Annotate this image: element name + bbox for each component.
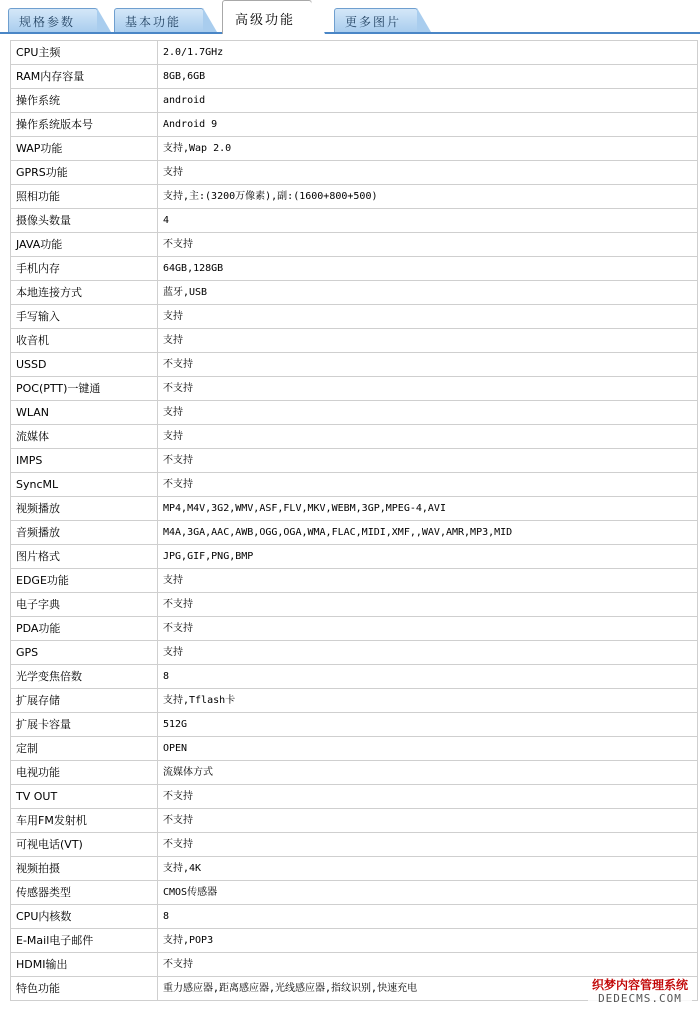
spec-value: 不支持 <box>158 617 698 641</box>
spec-table <box>10 40 698 1001</box>
spec-key: PDA功能 <box>11 617 158 641</box>
tab-more-pictures[interactable] <box>334 8 418 32</box>
spec-value: 不支持 <box>158 593 698 617</box>
table-row <box>11 761 698 785</box>
table-row <box>11 449 698 473</box>
spec-key: 照相功能 <box>11 185 158 209</box>
spec-key: 摄像头数量 <box>11 209 158 233</box>
spec-value: 不支持 <box>158 473 698 497</box>
spec-value: 支持,4K <box>158 857 698 881</box>
spec-value: 不支持 <box>158 377 698 401</box>
spec-value: 支持,Tflash卡 <box>158 689 698 713</box>
table-row <box>11 833 698 857</box>
spec-value: 支持,主:(3200万像素),副:(1600+800+500) <box>158 185 698 209</box>
spec-key: 流媒体 <box>11 425 158 449</box>
spec-value: JPG,GIF,PNG,BMP <box>158 545 698 569</box>
spec-value: 支持 <box>158 329 698 353</box>
table-row <box>11 665 698 689</box>
spec-key: 传感器类型 <box>11 881 158 905</box>
spec-key: GPRS功能 <box>11 161 158 185</box>
spec-value: 不支持 <box>158 833 698 857</box>
table-row <box>11 521 698 545</box>
table-row <box>11 257 698 281</box>
tab-label: 规格参数 <box>19 15 76 29</box>
spec-value: 512G <box>158 713 698 737</box>
spec-key: 视频播放 <box>11 497 158 521</box>
spec-key: 手写输入 <box>11 305 158 329</box>
table-row <box>11 617 698 641</box>
table-row <box>11 593 698 617</box>
spec-value: 支持 <box>158 641 698 665</box>
tab-specs[interactable] <box>8 8 98 32</box>
spec-value: Android 9 <box>158 113 698 137</box>
spec-key: JAVA功能 <box>11 233 158 257</box>
table-row <box>11 809 698 833</box>
spec-key: 电视功能 <box>11 761 158 785</box>
spec-key: 定制 <box>11 737 158 761</box>
tab-baseline <box>0 32 700 34</box>
spec-value: 支持 <box>158 161 698 185</box>
table-row <box>11 689 698 713</box>
table-row <box>11 737 698 761</box>
table-row <box>11 113 698 137</box>
table-row <box>11 233 698 257</box>
table-row <box>11 425 698 449</box>
spec-key: 扩展存储 <box>11 689 158 713</box>
spec-table-body <box>11 41 698 1001</box>
spec-key: WAP功能 <box>11 137 158 161</box>
spec-key: 音频播放 <box>11 521 158 545</box>
spec-key: EDGE功能 <box>11 569 158 593</box>
table-row <box>11 905 698 929</box>
table-row <box>11 209 698 233</box>
table-row <box>11 281 698 305</box>
tab-label: 高级功能 <box>235 13 296 28</box>
spec-key: POC(PTT)一键通 <box>11 377 158 401</box>
spec-value: 8 <box>158 665 698 689</box>
spec-key: 特色功能 <box>11 977 158 1001</box>
spec-value: 不支持 <box>158 953 698 977</box>
table-row <box>11 161 698 185</box>
table-row <box>11 953 698 977</box>
spec-key: 视频拍摄 <box>11 857 158 881</box>
spec-key: SyncML <box>11 473 158 497</box>
spec-value: 2.0/1.7GHz <box>158 41 698 65</box>
table-row <box>11 545 698 569</box>
table-row <box>11 41 698 65</box>
table-row <box>11 329 698 353</box>
tab-label: 基本功能 <box>125 15 182 29</box>
spec-value: 不支持 <box>158 233 698 257</box>
spec-key: 可视电话(VT) <box>11 833 158 857</box>
watermark-en: DEDECMS.COM <box>598 992 682 1005</box>
spec-value: 不支持 <box>158 449 698 473</box>
spec-key: 本地连接方式 <box>11 281 158 305</box>
spec-value: 蓝牙,USB <box>158 281 698 305</box>
table-row <box>11 713 698 737</box>
spec-value: 支持,POP3 <box>158 929 698 953</box>
spec-value: 4 <box>158 209 698 233</box>
spec-key: USSD <box>11 353 158 377</box>
table-row <box>11 137 698 161</box>
spec-value: 8GB,6GB <box>158 65 698 89</box>
spec-key: 车用FM发射机 <box>11 809 158 833</box>
watermark-cn: 织梦内容管理系统 <box>591 978 688 992</box>
table-row <box>11 569 698 593</box>
spec-value: 流媒体方式 <box>158 761 698 785</box>
spec-value: MP4,M4V,3G2,WMV,ASF,FLV,MKV,WEBM,3GP,MPEG-4,AVI <box>158 497 698 521</box>
table-row <box>11 881 698 905</box>
spec-value: 不支持 <box>158 353 698 377</box>
spec-value: 重力感应器,距离感应器,光线感应器,指纹识别,快速充电 <box>158 977 698 1001</box>
table-row <box>11 857 698 881</box>
spec-value: 支持 <box>158 425 698 449</box>
watermark <box>588 978 692 1005</box>
spec-key: HDMI输出 <box>11 953 158 977</box>
table-row <box>11 497 698 521</box>
table-row <box>11 473 698 497</box>
spec-key: IMPS <box>11 449 158 473</box>
table-row <box>11 641 698 665</box>
spec-key: RAM内存容量 <box>11 65 158 89</box>
table-row <box>11 185 698 209</box>
table-row <box>11 401 698 425</box>
spec-value: 64GB,128GB <box>158 257 698 281</box>
spec-value: android <box>158 89 698 113</box>
tab-label: 更多图片 <box>345 15 402 29</box>
table-row <box>11 305 698 329</box>
table-row <box>11 65 698 89</box>
spec-key: CPU主频 <box>11 41 158 65</box>
spec-value: 不支持 <box>158 785 698 809</box>
spec-value: M4A,3GA,AAC,AWB,OGG,OGA,WMA,FLAC,MIDI,XMF,,WAV,AMR,MP3,MID <box>158 521 698 545</box>
table-row <box>11 785 698 809</box>
spec-key: 收音机 <box>11 329 158 353</box>
spec-key: 图片格式 <box>11 545 158 569</box>
spec-key: 手机内存 <box>11 257 158 281</box>
spec-value: 支持 <box>158 401 698 425</box>
tab-basic-features[interactable] <box>114 8 204 32</box>
spec-key: WLAN <box>11 401 158 425</box>
spec-value: 支持 <box>158 569 698 593</box>
table-row <box>11 353 698 377</box>
spec-key: E-Mail电子邮件 <box>11 929 158 953</box>
spec-key: 扩展卡容量 <box>11 713 158 737</box>
spec-key: CPU内核数 <box>11 905 158 929</box>
spec-key: 电子字典 <box>11 593 158 617</box>
spec-key: TV OUT <box>11 785 158 809</box>
spec-value: OPEN <box>158 737 698 761</box>
spec-key: 操作系统版本号 <box>11 113 158 137</box>
spec-value: 不支持 <box>158 809 698 833</box>
spec-value: 支持,Wap 2.0 <box>158 137 698 161</box>
spec-key: 光学变焦倍数 <box>11 665 158 689</box>
spec-key: 操作系统 <box>11 89 158 113</box>
spec-value: CMOS传感器 <box>158 881 698 905</box>
spec-key: GPS <box>11 641 158 665</box>
tab-bar <box>0 0 700 34</box>
spec-value: 支持 <box>158 305 698 329</box>
table-row <box>11 929 698 953</box>
table-row <box>11 89 698 113</box>
tab-advanced-features[interactable] <box>222 0 312 34</box>
spec-value: 8 <box>158 905 698 929</box>
table-row <box>11 377 698 401</box>
